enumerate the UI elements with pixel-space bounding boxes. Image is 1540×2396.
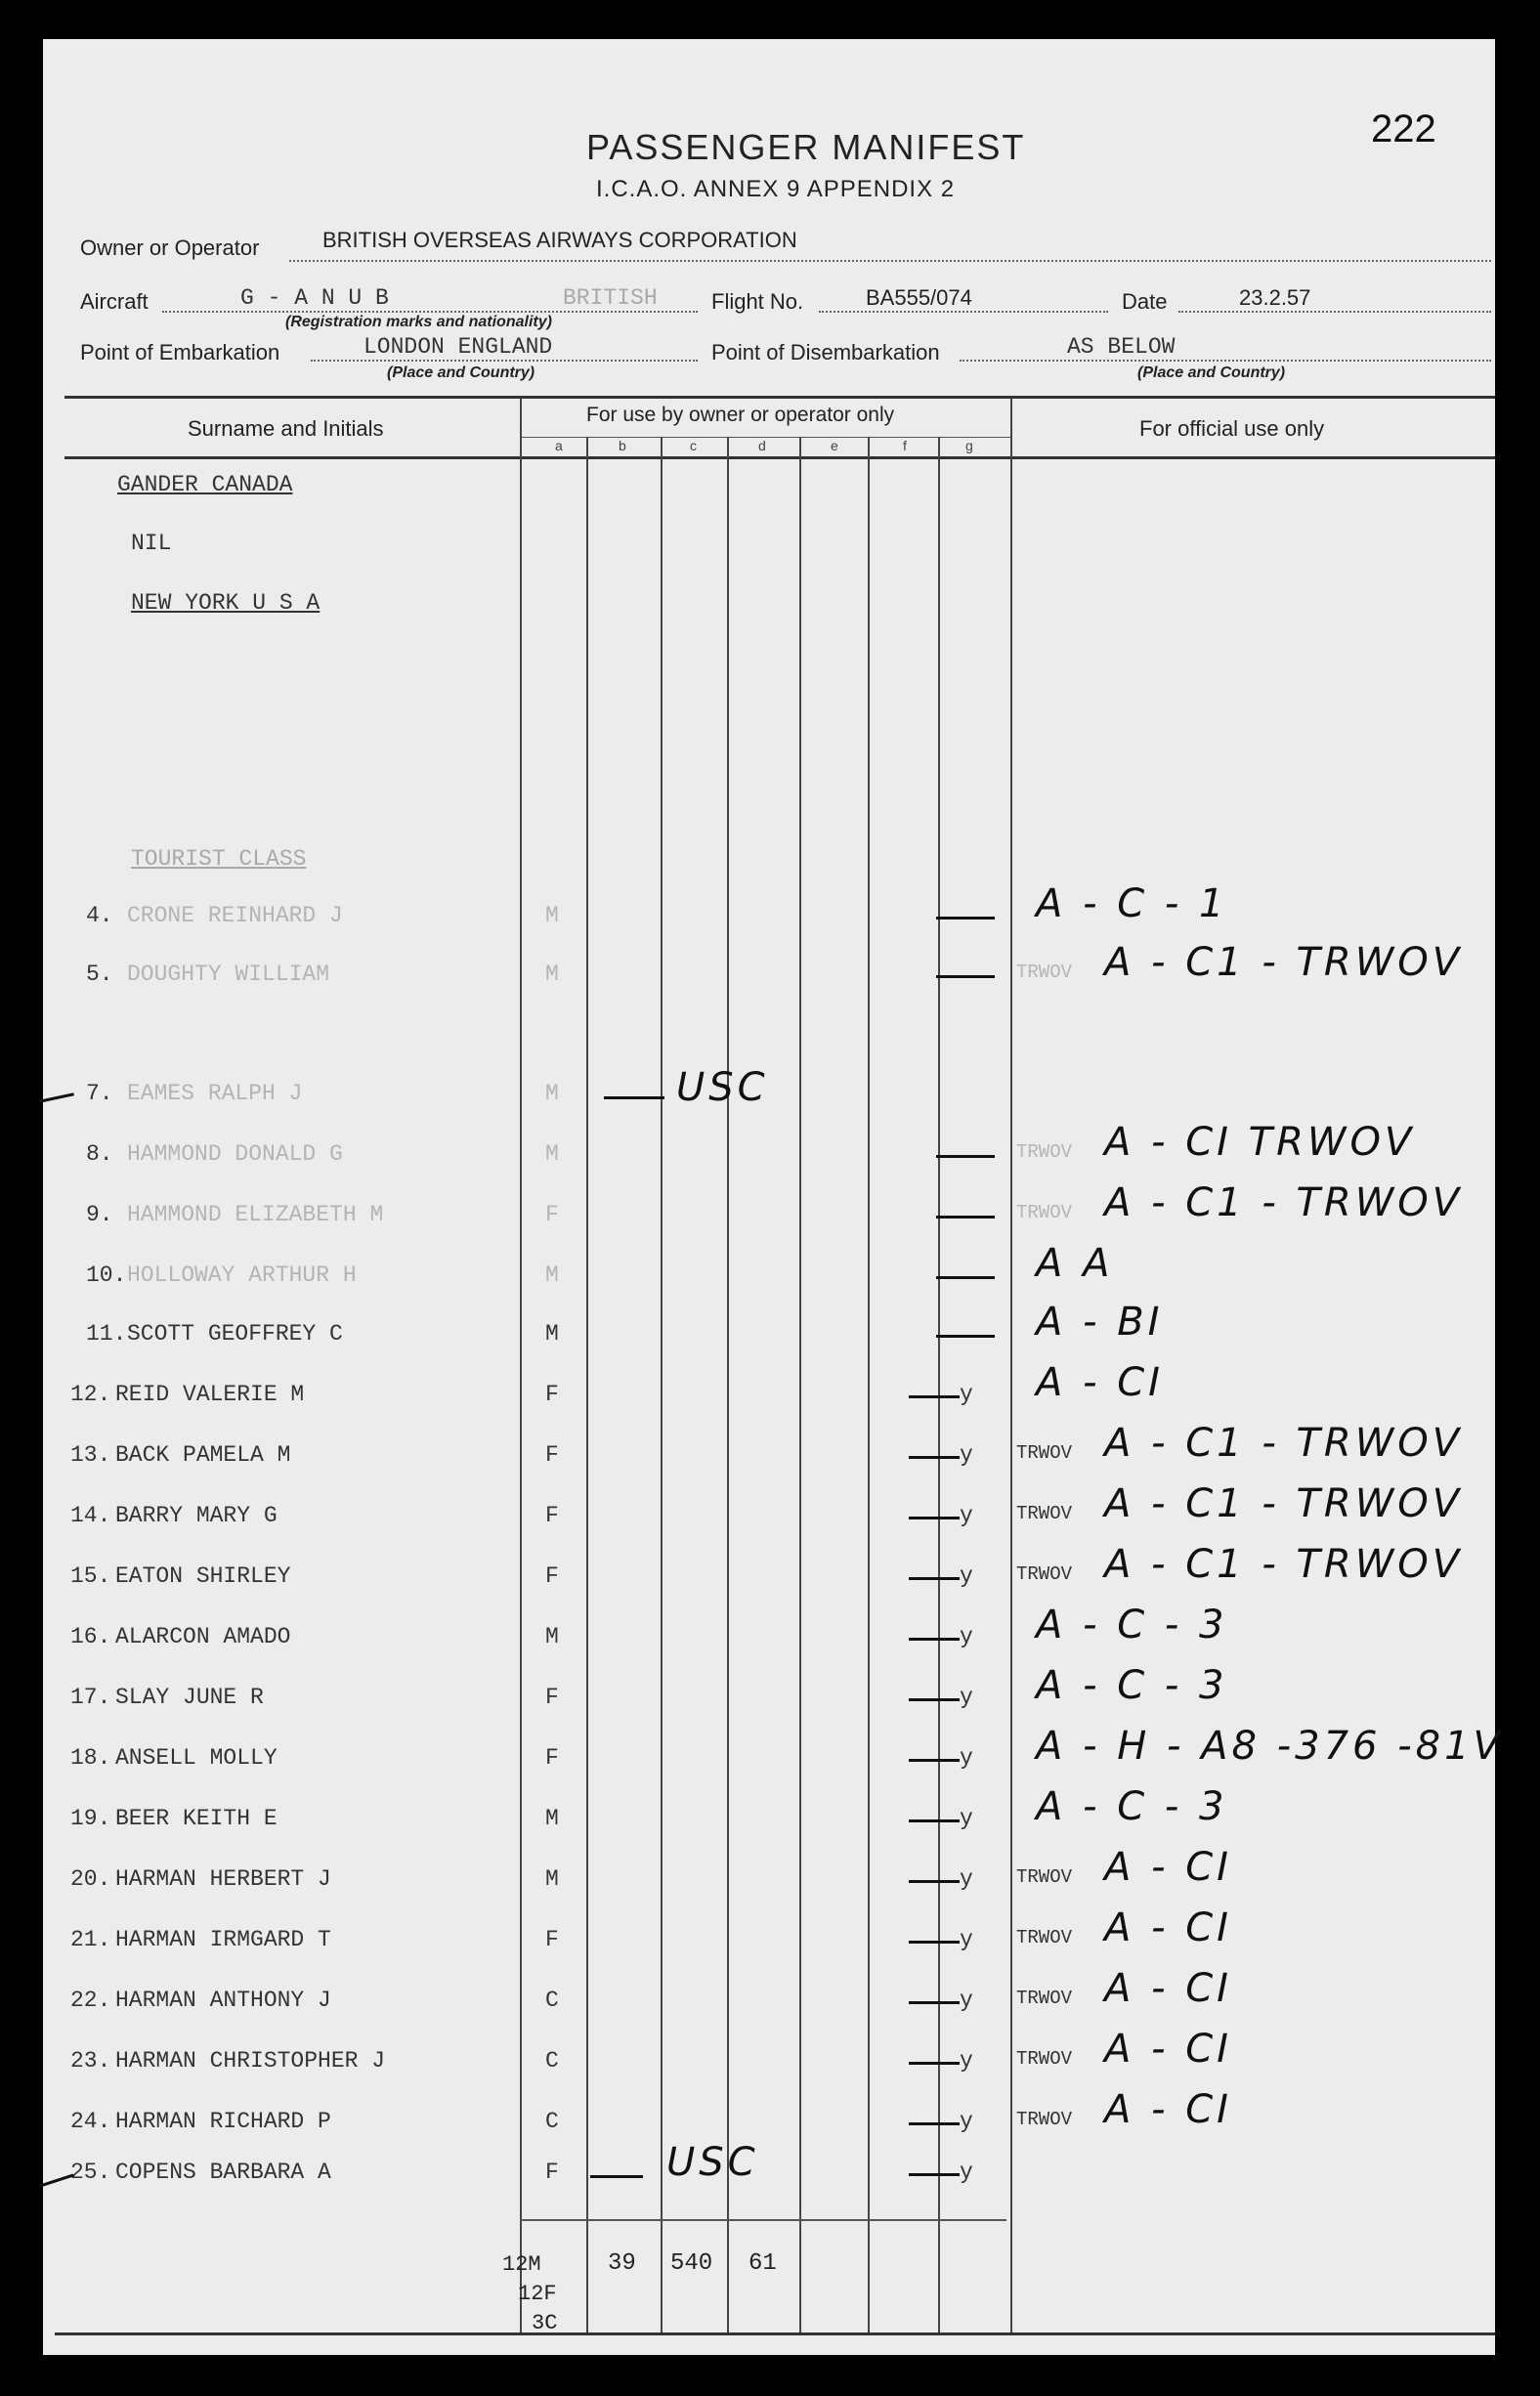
passenger-flag: y — [960, 1685, 973, 1710]
flight-dotted-line — [819, 311, 1108, 313]
tick-stroke — [909, 1517, 960, 1519]
passenger-category: F — [545, 1685, 559, 1710]
total-a-c: 3C — [532, 2311, 558, 2335]
passenger-number: 13. — [70, 1442, 111, 1468]
official-note: A - C1 - TRWOV — [1104, 1421, 1464, 1466]
official-note: A - CI — [1036, 1360, 1164, 1405]
disembarkation-label: Point of Disembarkation — [711, 340, 940, 364]
table-top-rule — [64, 396, 1495, 399]
passenger-number: 12. — [70, 1382, 111, 1407]
registration-note: (Registration marks and nationality) — [285, 314, 552, 330]
passenger-code: TRWOV — [1016, 2109, 1073, 2130]
passenger-category: F — [545, 1442, 559, 1468]
tick-stroke — [936, 1335, 995, 1338]
col-line-a — [520, 398, 522, 2332]
official-note: A - CI — [1104, 1845, 1232, 1890]
embarkation-value: LONDON ENGLAND — [364, 334, 553, 360]
passenger-category: F — [545, 1563, 559, 1589]
passenger-number: 14. — [70, 1503, 111, 1528]
embarkation-place-note: (Place and Country) — [387, 364, 535, 381]
passenger-flag: y — [960, 1927, 973, 1952]
passenger-number: 21. — [70, 1927, 111, 1952]
sub-col-f: f — [903, 438, 907, 453]
sub-col-b: b — [619, 438, 626, 453]
official-note: A - C - 3 — [1036, 1663, 1228, 1708]
passenger-number: 24. — [70, 2109, 111, 2134]
passenger-category: M — [545, 903, 559, 928]
surname-column-header: Surname and Initials — [188, 416, 384, 441]
passenger-flag: y — [960, 1563, 973, 1589]
tick-stroke — [909, 1456, 960, 1459]
sub-col-e: e — [831, 438, 838, 453]
passenger-number: 19. — [70, 1806, 111, 1831]
disembarkation-dotted-line — [960, 360, 1491, 362]
passenger-category: F — [545, 1382, 559, 1407]
official-note: A - CI — [1104, 2087, 1232, 2132]
passenger-flag: y — [960, 1624, 973, 1649]
passenger-category: M — [545, 1624, 559, 1649]
passenger-category: M — [545, 1806, 559, 1831]
passenger-name: REID VALERIE M — [115, 1382, 305, 1407]
passenger-name: SCOTT GEOFFREY C — [127, 1321, 343, 1347]
passenger-flag: y — [960, 1503, 973, 1528]
passenger-name: ALARCON AMADO — [115, 1624, 291, 1649]
passenger-name: HAMMOND DONALD G — [127, 1141, 343, 1167]
passenger-number: 11. — [86, 1321, 127, 1347]
embarkation-dotted-line — [311, 360, 698, 362]
tick-stroke — [936, 917, 995, 920]
passenger-category: M — [545, 1141, 559, 1167]
col-line-official — [1010, 398, 1012, 2332]
passenger-number: 15. — [70, 1563, 111, 1589]
passenger-name: BARRY MARY G — [115, 1503, 278, 1528]
passenger-flag: y — [960, 2048, 973, 2074]
tick-stroke — [909, 1819, 960, 1822]
passenger-number: 10. — [86, 1262, 127, 1288]
passenger-category: M — [545, 1866, 559, 1892]
official-note: A A — [1036, 1241, 1114, 1286]
passenger-name: EATON SHIRLEY — [115, 1563, 291, 1589]
totals-rule — [520, 2219, 1006, 2221]
col-line-e — [799, 437, 801, 2332]
section-nil: NIL — [131, 531, 172, 556]
official-note: A - C - 1 — [1036, 881, 1228, 926]
sub-col-a: a — [555, 438, 563, 453]
passenger-name: SLAY JUNE R — [115, 1685, 264, 1710]
passenger-number: 22. — [70, 1988, 111, 2013]
passenger-number: 9. — [86, 1202, 113, 1227]
tick-stroke — [909, 2173, 960, 2176]
passenger-code: TRWOV — [1016, 1927, 1073, 1948]
passenger-category: F — [545, 2160, 559, 2185]
passenger-name: HARMAN RICHARD P — [115, 2109, 331, 2134]
usc-stroke — [590, 2175, 643, 2178]
passenger-category: F — [545, 1202, 559, 1227]
total-a-m: 12M — [502, 2252, 541, 2277]
passenger-name: BACK PAMELA M — [115, 1442, 291, 1468]
sub-col-d: d — [758, 438, 766, 453]
section-newyork: NEW YORK U S A — [131, 590, 321, 616]
passenger-number: 5. — [86, 962, 113, 987]
passenger-code: TRWOV — [1016, 1202, 1073, 1223]
tick-stroke — [909, 1880, 960, 1883]
col-line-c — [661, 437, 663, 2332]
date-dotted-line — [1178, 311, 1491, 313]
passenger-name: DOUGHTY WILLIAM — [127, 962, 330, 987]
passenger-name: ANSELL MOLLY — [115, 1745, 278, 1771]
tick-stroke — [909, 1941, 960, 1944]
total-a-f: 12F — [518, 2282, 557, 2306]
tick-stroke — [909, 1577, 960, 1580]
passenger-number: 8. — [86, 1141, 113, 1167]
passenger-flag: y — [960, 1806, 973, 1831]
section-gander: GANDER CANADA — [117, 472, 293, 497]
owner-column-header: For use by owner or operator only — [586, 404, 895, 426]
col-line-b — [586, 437, 588, 2332]
passenger-number: 4. — [86, 903, 113, 928]
passenger-flag: y — [960, 1866, 973, 1892]
embarkation-label: Point of Embarkation — [80, 340, 280, 364]
passenger-name: EAMES RALPH J — [127, 1081, 303, 1106]
tick-stroke — [909, 1395, 960, 1398]
col-line-f — [868, 437, 870, 2332]
passenger-flag: y — [960, 1745, 973, 1771]
table-header-rule — [64, 456, 1495, 459]
passenger-category: F — [545, 1927, 559, 1952]
passenger-number: 25. — [70, 2160, 111, 2185]
official-note: A - C1 - TRWOV — [1104, 940, 1464, 985]
passenger-category: M — [545, 1321, 559, 1347]
official-note: A - C1 - TRWOV — [1104, 1481, 1464, 1526]
official-note: A - CI — [1104, 1966, 1232, 2011]
official-note: A - C - 3 — [1036, 1784, 1228, 1829]
date-value: 23.2.57 — [1239, 285, 1311, 310]
official-note: A - H - A8 -376 -81V — [1036, 1724, 1504, 1769]
passenger-code: TRWOV — [1016, 962, 1073, 983]
passenger-code: TRWOV — [1016, 1866, 1073, 1888]
date-label: Date — [1122, 289, 1168, 314]
usc-stroke — [604, 1096, 664, 1099]
passenger-name: COPENS BARBARA A — [115, 2160, 331, 2185]
aircraft-dotted-line — [162, 311, 698, 313]
passenger-flag: y — [960, 1382, 973, 1407]
passenger-name: BEER KEITH E — [115, 1806, 278, 1831]
passenger-category: F — [545, 1745, 559, 1771]
page-subtitle: I.C.A.O. ANNEX 9 APPENDIX 2 — [596, 176, 956, 202]
passenger-code: TRWOV — [1016, 1988, 1073, 2009]
official-note: A - BI — [1036, 1300, 1164, 1345]
tick-stroke — [936, 1155, 995, 1158]
tick-stroke — [909, 2001, 960, 2004]
usc-note: USC — [676, 1065, 769, 1110]
official-note: A - CI TRWOV — [1104, 1120, 1416, 1165]
passenger-name: CRONE REINHARD J — [127, 903, 343, 928]
passenger-flag: y — [960, 1988, 973, 2013]
sub-col-c: c — [690, 438, 697, 453]
passenger-category: F — [545, 1503, 559, 1528]
passenger-code: TRWOV — [1016, 1563, 1073, 1585]
official-note: A - C1 - TRWOV — [1104, 1542, 1464, 1587]
total-b: 39 — [608, 2250, 636, 2277]
passenger-category: M — [545, 1262, 559, 1288]
passenger-name: HAMMOND ELIZABETH M — [127, 1202, 384, 1227]
passenger-code: TRWOV — [1016, 2048, 1073, 2070]
tick-stroke — [936, 975, 995, 978]
passenger-category: C — [545, 1988, 559, 2013]
col-line-g — [938, 437, 940, 2332]
passenger-number: 20. — [70, 1866, 111, 1892]
owner-dotted-line — [289, 260, 1491, 262]
passenger-flag: y — [960, 2160, 973, 2185]
disembarkation-value: AS BELOW — [1067, 334, 1176, 360]
tick-stroke — [936, 1276, 995, 1279]
passenger-number: 23. — [70, 2048, 111, 2074]
page-title: PASSENGER MANIFEST — [586, 127, 1026, 167]
total-d: 61 — [749, 2250, 777, 2277]
official-note: A - C - 3 — [1036, 1603, 1228, 1647]
passenger-flag: y — [960, 1442, 973, 1468]
total-c: 540 — [670, 2250, 713, 2277]
owner-label: Owner or Operator — [80, 235, 260, 260]
passenger-name: HOLLOWAY ARTHUR H — [127, 1262, 357, 1288]
passenger-category: M — [545, 962, 559, 987]
usc-note: USC — [666, 2140, 759, 2185]
passenger-category: C — [545, 2109, 559, 2134]
official-note: A - CI — [1104, 1905, 1232, 1950]
passenger-name: HARMAN ANTHONY J — [115, 1988, 331, 2013]
tick-stroke — [909, 2122, 960, 2125]
official-note: A - C1 - TRWOV — [1104, 1180, 1464, 1225]
flight-value: BA555/074 — [866, 285, 972, 310]
flight-label: Flight No. — [711, 289, 804, 314]
passenger-category: C — [545, 2048, 559, 2074]
tick-stroke — [909, 1638, 960, 1641]
nationality-value: BRITISH — [563, 285, 658, 311]
passenger-name: HARMAN CHRISTOPHER J — [115, 2048, 386, 2074]
official-column-header: For official use only — [1139, 416, 1325, 441]
col-line-d — [727, 437, 729, 2332]
passenger-code: TRWOV — [1016, 1442, 1073, 1464]
passenger-number: 7. — [86, 1081, 113, 1106]
page-bottom-rule — [55, 2332, 1495, 2335]
passenger-category: M — [545, 1081, 559, 1106]
passenger-code: TRWOV — [1016, 1503, 1073, 1524]
section-tourist: TOURIST CLASS — [131, 846, 307, 872]
passenger-name: HARMAN IRMGARD T — [115, 1927, 331, 1952]
owner-value: BRITISH OVERSEAS AIRWAYS CORPORATION — [322, 228, 797, 252]
tick-stroke — [909, 2062, 960, 2065]
passenger-number: 18. — [70, 1745, 111, 1771]
sub-col-g: g — [965, 438, 973, 453]
passenger-number: 16. — [70, 1624, 111, 1649]
disembarkation-place-note: (Place and Country) — [1137, 364, 1286, 381]
tick-stroke — [909, 1759, 960, 1762]
page-number: 222 — [1371, 107, 1436, 150]
tick-stroke — [909, 1698, 960, 1701]
aircraft-label: Aircraft — [80, 289, 149, 314]
passenger-number: 17. — [70, 1685, 111, 1710]
aircraft-value: G - A N U B — [240, 285, 389, 311]
tick-stroke — [936, 1216, 995, 1219]
passenger-name: HARMAN HERBERT J — [115, 1866, 331, 1892]
passenger-code: TRWOV — [1016, 1141, 1073, 1163]
passenger-flag: y — [960, 2109, 973, 2134]
official-note: A - CI — [1104, 2027, 1232, 2072]
